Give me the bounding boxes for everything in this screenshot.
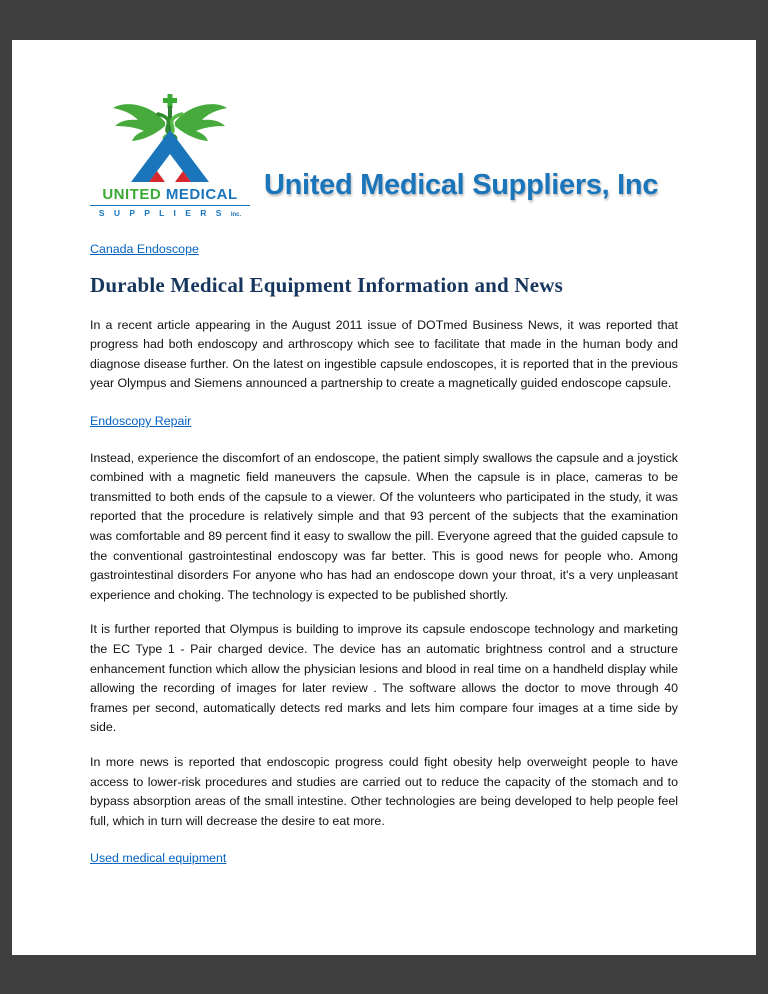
mid-link-row <box>90 412 678 431</box>
bottom-link-row <box>90 849 678 868</box>
brand-suppliers-text: S U P P L I E R S <box>98 208 225 218</box>
brand-suppliers-line <box>90 205 250 218</box>
paragraph-1: In a recent article appearing in the August 2011 issue of DOTmed Business News, it was reported that progress had both endoscopy and arthroscopy which see to facilitate that made in the human body and diagnose disease further. On the latest on ingestible capsule endoscopes, it is reported that in the previous year Olympus and Siemens announced a partnership to create a magnetically guided endoscope capsule. <box>90 317 678 391</box>
paragraph-2: Instead, experience the discomfort of an endoscope, the patient simply swallows the capsule and a joystick combined with a magnetic field maneuvers the capsule. When the capsule is in place, cameras to be transmitted to both ends of the capsule to a viewer. Of the volunteers who participated in the study, it was reported that the procedure is relatively simple and that 93 percent of the subjects that the examination was comfortable and 89 percent find it easy to swallow the pill. Everyone agreed that the guided capsule to the conventional gastrointestinal endoscopy was far better. This is good news for people who. Among gastrointestinal disorders For anyone who has had an endoscope down your throat, it's a very unpleasant experience and choking. The technology is expected to be published shortly. <box>90 450 678 602</box>
caduceus-icon <box>95 92 245 184</box>
brand-name-medical: MEDICAL <box>161 186 238 203</box>
top-link-row <box>90 240 678 259</box>
company-title: United Medical Suppliers, Inc <box>264 169 659 201</box>
company-logo <box>90 92 250 218</box>
document-page <box>12 40 756 955</box>
paragraph-3: It is further reported that Olympus is building to improve its capsule endoscope technology and marketing the EC Type 1 - Pair charged device. The device has an automatic brightness control and a structure enhancement function which allow the physician lesions and blood in real time on a handheld display while allowing the recording of images for later review . The software allows the doctor to move through 40 frames per second, automatically detects red marks and lets him compare four images at a time side by side. <box>90 622 678 735</box>
used-medical-equipment-link[interactable]: Used medical equipment <box>90 851 227 866</box>
article-heading: Durable Medical Equipment Information and News <box>90 272 563 297</box>
letterhead <box>90 92 678 218</box>
endoscopy-repair-link[interactable]: Endoscopy Repair <box>90 413 192 428</box>
paragraph-4: In more news is reported that endoscopic progress could fight obesity help overweight people to have access to lower-risk procedures and studies are carried out to reduce the capacity of the stomach and to bypass absorption areas of the small intestine. Other technologies are being developed to help people feel full, which in turn will decrease the desire to eat more. <box>90 754 678 828</box>
canada-endoscope-link[interactable]: Canada Endoscope <box>90 242 199 256</box>
brand-inc-text: Inc. <box>230 212 242 218</box>
brand-name <box>90 186 250 203</box>
brand-name-united: UNITED <box>102 186 162 203</box>
